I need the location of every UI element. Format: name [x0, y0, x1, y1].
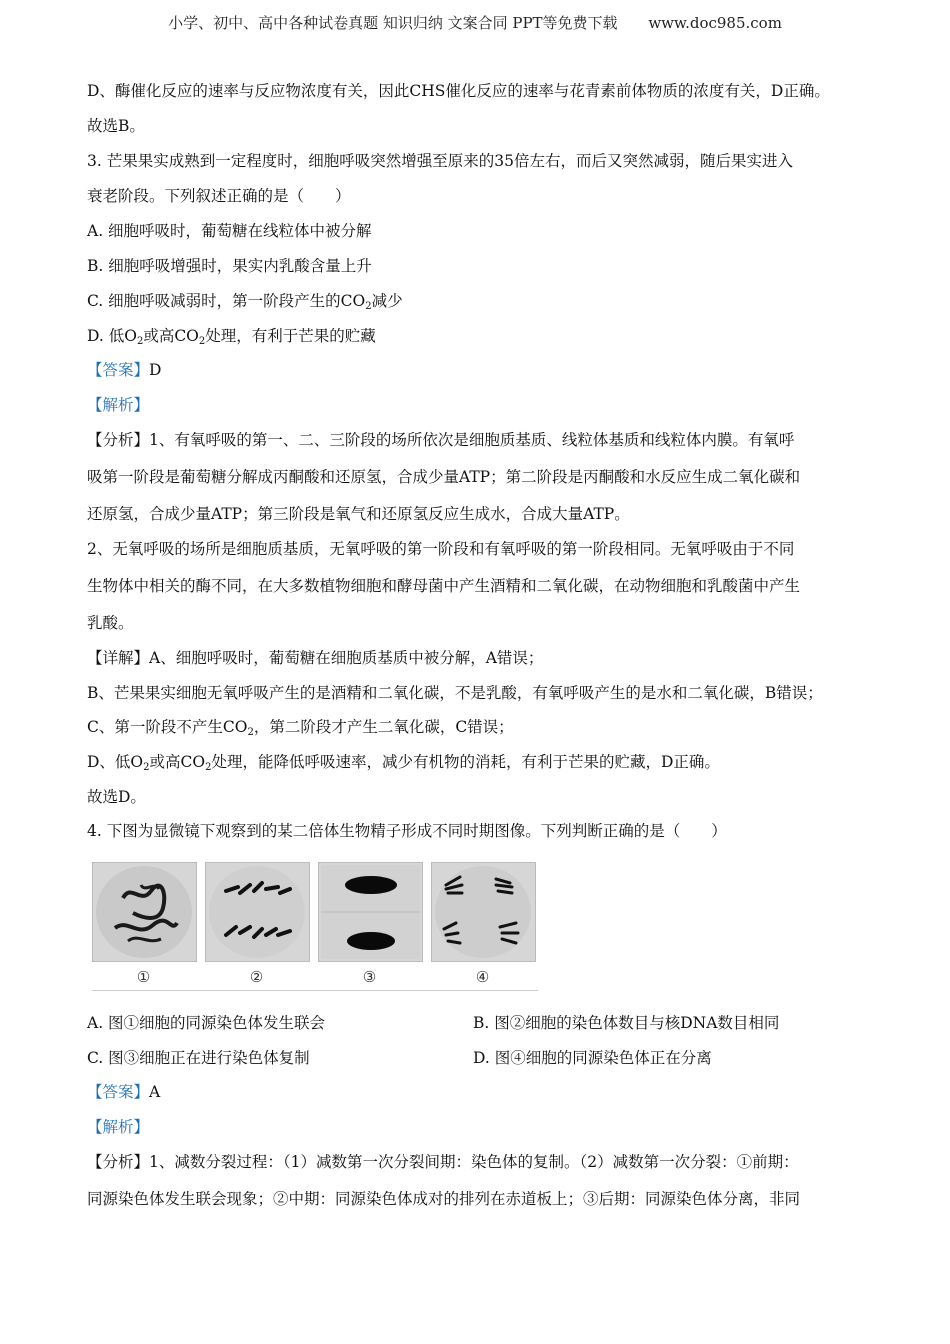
- telophase-chromosomes-image: [319, 863, 422, 961]
- q4-option-d: D. 图④细胞的同源染色体正在分离: [473, 1049, 712, 1067]
- micrograph-4: [431, 862, 536, 962]
- q3-fenxi-1: 【分析】1、有氧呼吸的第一、二、三阶段的场所依次是细胞质基质、线粒体基质和线粒体内膜。有氧呼: [87, 431, 795, 449]
- q3-fenxi-5: 生物体中相关的酶不同，在大多数植物细胞和酵母菌中产生酒精和二氧化碳，在动物细胞和乳酸菌中产生: [87, 577, 801, 595]
- q3-fenxi-4: 2、无氧呼吸的场所是细胞质基质，无氧呼吸的第一阶段和有氧呼吸的第一阶段相同。无氧呼吸由于不同: [87, 540, 795, 558]
- fenxi-tag: 【分析】: [87, 431, 150, 449]
- analysis-tag: 【解析】: [87, 396, 150, 414]
- q3-option-d: D. 低$O_2$或高$CO_2$处理，有利于芒果的贮藏: [87, 327, 376, 347]
- q3-option-c: C. 细胞呼吸减弱时，第一阶段产生的$CO_2$减少: [87, 292, 403, 312]
- q3-stem-2: 衰老阶段。下列叙述正确的是（ ）: [87, 187, 351, 205]
- q4-option-a: A. 图①细胞的同源染色体发生联会: [87, 1014, 326, 1032]
- answer-tag: 【答案】: [87, 1083, 150, 1101]
- q3-option-a: A. 细胞呼吸时，葡萄糖在线粒体中被分解: [87, 222, 372, 240]
- q3-xiangjie-a: 【详解】A、细胞呼吸时，葡萄糖在细胞质基质中被分解，A错误；: [87, 649, 544, 667]
- header-url[interactable]: www.doc985.com: [648, 14, 782, 32]
- micrograph-1: [92, 862, 197, 962]
- anaphase-chromosomes-image: [206, 863, 309, 961]
- q3-stem-1: 3. 芒果果实成熟到一定程度时，细胞呼吸突然增强至原来的35倍左右，而后又突然减弱，随后果实进入: [87, 152, 793, 170]
- micrograph-figure: [92, 858, 538, 992]
- figure-label-4: ④: [475, 968, 490, 986]
- xiangjie-tag: 【详解】: [87, 649, 150, 667]
- q3-answer: [87, 360, 161, 380]
- q3-xiangjie-d: D、低$O_2$或高$CO_2$处理，能降低呼吸速率，减少有机物的消耗，有利于芒果的贮藏，D正确。: [87, 753, 720, 773]
- answer-value: A: [149, 1083, 161, 1101]
- figure-label-3: ③: [362, 968, 377, 986]
- q3-analysis: [87, 395, 149, 415]
- header-text: 小学、初中、高中各种试卷真题 知识归纳 文案合同 PPT等免费下载: [168, 14, 618, 32]
- q3-fenxi-3: 还原氢，合成少量ATP；第三阶段是氧气和还原氢反应生成水，合成大量ATP。: [87, 505, 630, 523]
- q3-choose: 故选D。: [87, 788, 146, 806]
- page-header: [0, 12, 950, 33]
- q4-fenxi-2: 同源染色体发生联会现象；②中期：同源染色体成对的排列在赤道板上；③后期：同源染色体分离，非同: [87, 1190, 801, 1208]
- q4-option-b: B. 图②细胞的染色体数目与核DNA数目相同: [473, 1014, 780, 1032]
- q4-stem: 4. 下图为显微镜下观察到的某二倍体生物精子形成不同时期图像。下列判断正确的是（ ）: [87, 822, 727, 840]
- q3-fenxi-6: 乳酸。: [87, 614, 134, 632]
- micrograph-2: [205, 862, 310, 962]
- micrograph-3: [318, 862, 423, 962]
- analysis-tag: 【解析】: [87, 1118, 150, 1136]
- figure-label-2: ②: [249, 968, 264, 986]
- q4-fenxi-1: 【分析】1、减数分裂过程：（1）减数第一次分裂间期：染色体的复制。（2）减数第一次分裂：①前期：: [87, 1153, 799, 1171]
- q4-option-c: C. 图③细胞正在进行染色体复制: [87, 1049, 310, 1067]
- q2-choose: 故选B。: [87, 117, 145, 135]
- q3-option-b: B. 细胞呼吸增强时，果实内乳酸含量上升: [87, 257, 372, 275]
- figure-label-1: ①: [136, 968, 151, 986]
- fenxi-tag: 【分析】: [87, 1153, 150, 1171]
- q3-xiangjie-c: C、第一阶段不产生$CO_2$，第二阶段才产生二氧化碳，C错误；: [87, 718, 514, 738]
- prophase-chromosomes-image: [93, 863, 196, 961]
- answer-value: D: [149, 361, 162, 379]
- q4-answer: [87, 1082, 160, 1102]
- q3-fenxi-2: 吸第一阶段是葡萄糖分解成丙酮酸和还原氢，合成少量ATP；第二阶段是丙酮酸和水反应生成二氧化碳和: [87, 468, 801, 486]
- second-division-image: [432, 863, 535, 961]
- q3-xiangjie-b: B、芒果果实细胞无氧呼吸产生的是酒精和二氧化碳，不是乳酸，有氧呼吸产生的是水和二氧化碳，B错误；: [87, 684, 823, 702]
- q4-analysis: [87, 1117, 149, 1137]
- figure-rule: [92, 990, 538, 991]
- answer-tag: 【答案】: [87, 361, 150, 379]
- q2-d-line: D、酶催化反应的速率与反应物浓度有关，因此CHS催化反应的速率与花青素前体物质的浓度有关，D正确。: [87, 82, 830, 100]
